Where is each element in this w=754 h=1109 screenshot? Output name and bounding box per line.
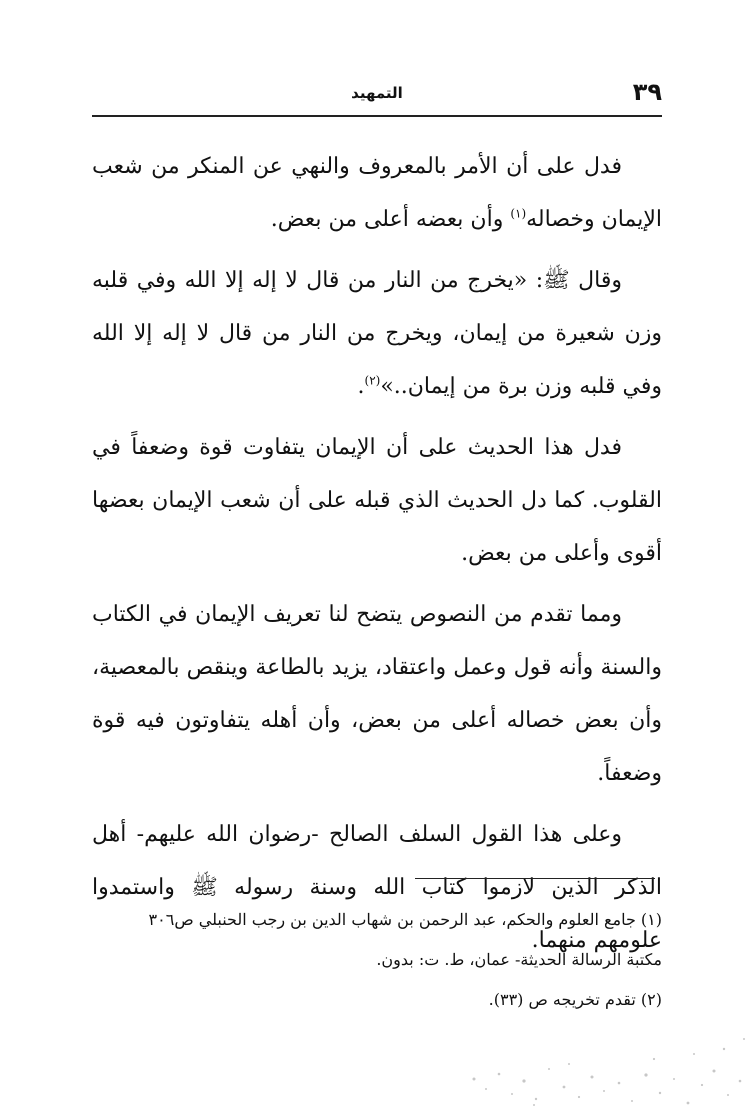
paragraph-1: [92, 140, 662, 246]
footnote-ref-1: (١): [510, 206, 527, 221]
paragraph-2: [92, 254, 662, 413]
header-rule: [92, 115, 662, 117]
paragraph-1-tail: وأن بعضه أعلى من بعض.: [270, 207, 511, 232]
footnotes: [92, 900, 662, 1020]
running-title: التمهيد: [351, 84, 403, 102]
paragraph-3: فدل هذا الحديث على أن الإيمان يتفاوت قوة وضعفاً في القلوب. كما دل الحديث الذي قبله على أن شعب الإيمان بعضها أقوى وأعلى من بعض.: [92, 435, 662, 566]
page-number: ٣٩: [632, 78, 662, 106]
footnote-ref-2: (٢): [364, 373, 381, 388]
paragraph-4: ومما تقدم من النصوص يتضح لنا تعريف الإيمان في الكتاب والسنة وأنه قول وعمل واعتقاد، يزيد بالطاعة وينقص بالمعصية، وأن بعض خصاله أعلى من بعض، وأن أهله يتفاوتون فيه قوة وضعفاً.: [92, 602, 662, 786]
footnote-1-line-1: (١) جامع العلوم والحكم، عبد الرحمن بن شهاب الدين بن رجب الحنبلي ص٣٠٦: [148, 910, 662, 929]
paragraph-5: وعلى هذا القول السلف الصالح -رضوان الله عليهم- أهل الذكر الذين لازموا كتاب الله وسنة رسوله ﷺ واستمدوا علومهم منهما.: [92, 822, 662, 953]
footnote-rule: [415, 878, 655, 879]
page-header: [92, 78, 662, 112]
paragraph-1-text: فدل على أن الأمر بالمعروف والنهي عن المنكر من شعب الإيمان وخصاله: [92, 154, 662, 232]
paragraph-2-tail: .: [357, 374, 365, 399]
footnote-1-line-2: مكتبة الرسالة الحديثة- عمان، ط. ت: بدون.: [376, 950, 662, 969]
footnote-2: (٢) تقدم تخريجه ص (٣٣).: [488, 990, 662, 1009]
paragraph-2-text: وقال ﷺ: «يخرج من النار من قال لا إله إلا الله وفي قلبه وزن شعيرة من إيمان، ويخرج من النار من قال لا إله إلا الله وفي قلبه وزن برة من إيمان..»: [92, 268, 662, 399]
main-text: [92, 140, 662, 975]
scan-noise: [414, 1019, 754, 1109]
